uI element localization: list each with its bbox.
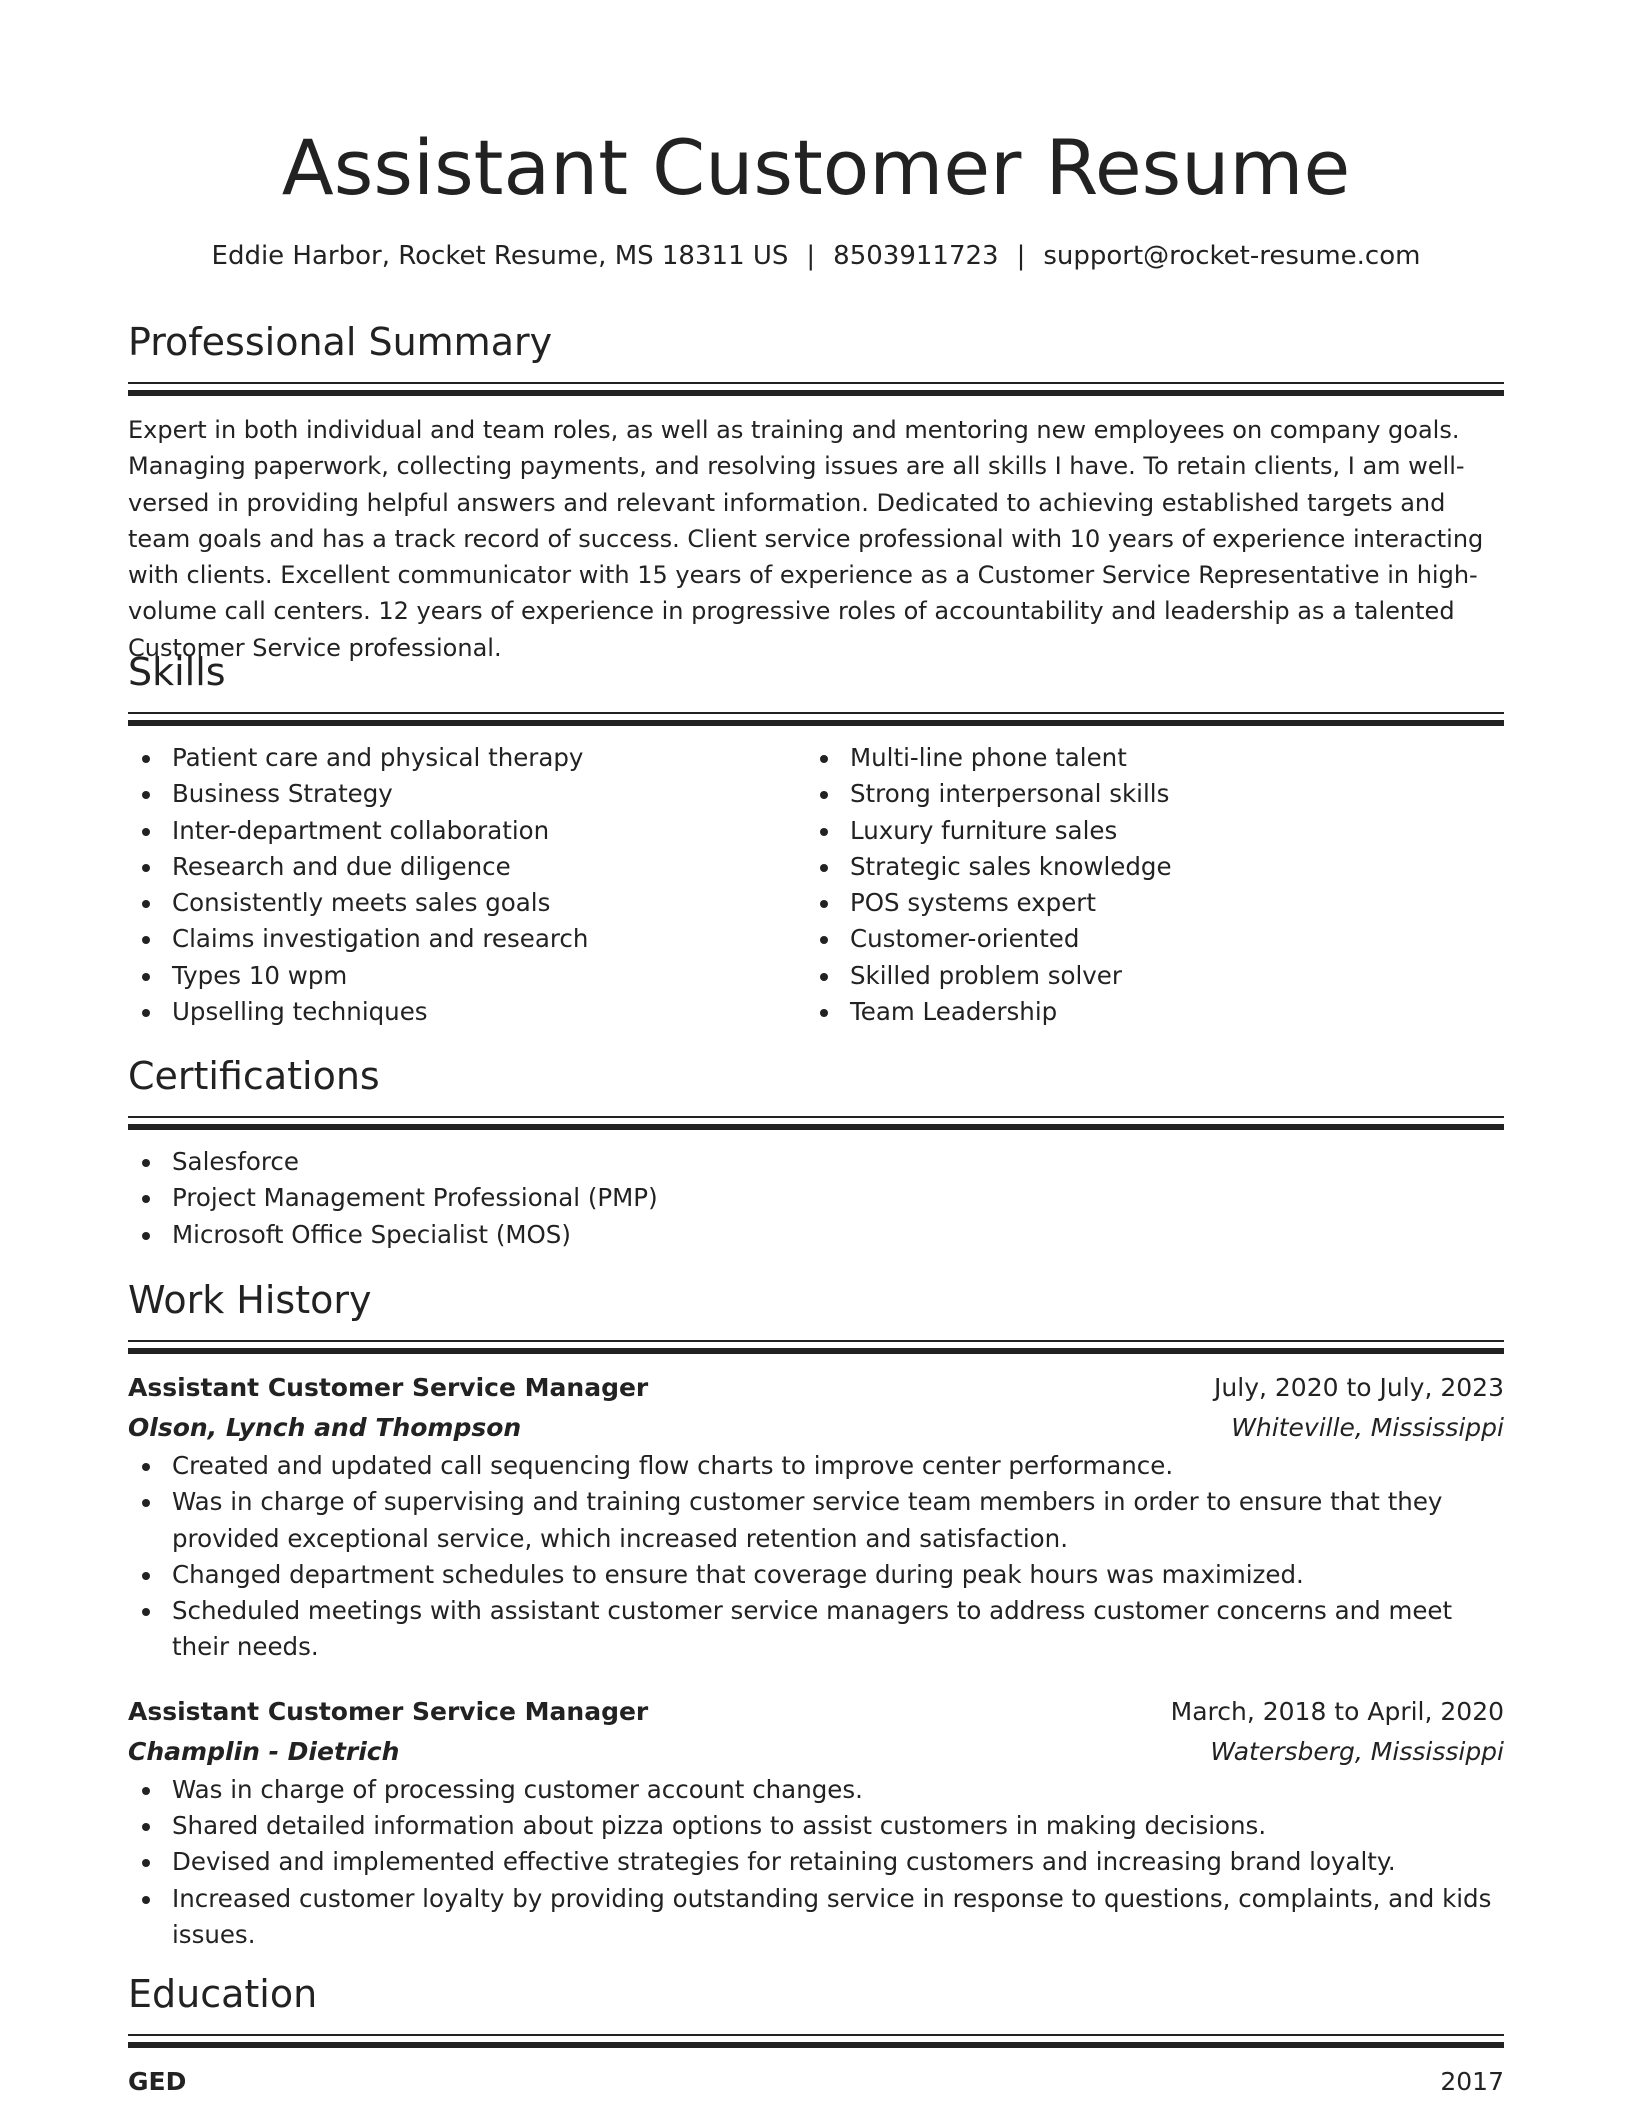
skill-item: Multi-line phone talent [806, 740, 1484, 776]
section-rule-thick [128, 2042, 1504, 2048]
section-rule-thin [128, 712, 1504, 714]
job-dates: July, 2020 to July, 2023 [1214, 1373, 1504, 1402]
education-degree: GED [128, 2067, 187, 2096]
job-header [128, 1368, 1504, 1408]
skill-item: Strong interpersonal skills [806, 776, 1484, 812]
section-work-history [128, 1276, 1504, 1953]
skill-item: Customer-oriented [806, 921, 1484, 957]
certification-item: Microsoft Office Specialist (MOS) [128, 1217, 1504, 1253]
job-dates: March, 2018 to April, 2020 [1170, 1696, 1504, 1726]
job-header [128, 1692, 1504, 1732]
job-bullet: Devised and implemented effective strategies for retaining customers and increasing brand loyalty. [128, 1844, 1504, 1880]
section-summary [128, 318, 1504, 666]
section-heading: Skills [128, 650, 226, 694]
certifications-list [128, 1144, 1504, 1253]
resume-title: Assistant Customer Resume [281, 123, 1351, 212]
skill-item: Consistently meets sales goals [128, 885, 806, 921]
section-heading: Professional Summary [128, 320, 553, 364]
job-company: Champlin - Dietrich [128, 1736, 400, 1766]
skill-item: Strategic sales knowledge [806, 849, 1484, 885]
education-entry [128, 2062, 1504, 2102]
skill-item: Business Strategy [128, 776, 806, 812]
education-year: 2017 [1440, 2067, 1504, 2096]
section-certifications [128, 1052, 1504, 1253]
section-skills [128, 648, 1504, 1030]
skill-item: Upselling techniques [128, 994, 806, 1030]
contact-line [128, 238, 1504, 274]
job-company: Olson, Lynch and Thompson [128, 1413, 522, 1442]
skill-item: Patient care and physical therapy [128, 740, 806, 776]
section-heading: Certifications [128, 1054, 380, 1098]
skill-item: Claims investigation and research [128, 921, 806, 957]
skills-list-right [806, 740, 1484, 1030]
job-location: Whiteville, Mississippi [1231, 1413, 1504, 1442]
skill-item: Inter-department collaboration [128, 813, 806, 849]
skill-item: Team Leadership [806, 994, 1484, 1030]
skill-item: Luxury furniture sales [806, 813, 1484, 849]
section-rule-thin [128, 382, 1504, 384]
job-bullet: Changed department schedules to ensure that coverage during peak hours was maximized. [128, 1557, 1504, 1593]
section-rule-thin [128, 1116, 1504, 1118]
job-title: Assistant Customer Service Manager [128, 1696, 649, 1726]
job-bullets [128, 1772, 1504, 1953]
certification-item: Project Management Professional (PMP) [128, 1180, 1504, 1216]
skill-item: POS systems expert [806, 885, 1484, 921]
job-subheader [128, 1408, 1504, 1448]
job-location: Watersberg, Mississippi [1210, 1736, 1504, 1766]
job-subheader [128, 1732, 1504, 1772]
section-rule-thin [128, 1340, 1504, 1342]
section-heading: Work History [128, 1278, 372, 1322]
contact-address: Eddie Harbor, Rocket Resume, MS 18311 US [211, 241, 789, 271]
section-rule-thick [128, 1124, 1504, 1130]
skill-item: Types 10 wpm [128, 958, 806, 994]
contact-separator: | [1016, 241, 1026, 271]
section-rule-thick [128, 1348, 1504, 1354]
job-bullets [128, 1448, 1504, 1666]
job-bullet: Increased customer loyalty by providing outstanding service in response to questions, complaints, and kids issues. [128, 1881, 1504, 1954]
job-bullet: Scheduled meetings with assistant customer service managers to address customer concerns and meet their needs. [128, 1593, 1504, 1666]
job-entry [128, 1368, 1504, 1666]
section-education [128, 1970, 1504, 2102]
summary-text: Expert in both individual and team roles, as well as training and mentoring new employees on company goals. Managing paperwork, collecting payments, and resolving issues are all skills I have. To retain clients, I am well-versed in providing helpful answers and relevant information. Dedicated to achieving established targets and team goals and has a track record of success. Client service professional with 10 years of experience interacting with clients. Excellent communicator with 15 years of experience as a Customer Service Representative in high-volume call centers. 12 years of experience in progressive roles of accountability and leadership as a talented Customer Service professional. [128, 416, 1484, 662]
contact-phone: 8503911723 [833, 241, 999, 271]
skill-item: Research and due diligence [128, 849, 806, 885]
skills-list-left [128, 740, 806, 1030]
job-bullet: Shared detailed information about pizza options to assist customers in making decisions. [128, 1808, 1504, 1844]
skills-columns [128, 740, 1504, 1030]
job-title: Assistant Customer Service Manager [128, 1373, 649, 1402]
section-rule-thick [128, 720, 1504, 726]
section-heading: Education [128, 1972, 318, 2016]
section-rule-thin [128, 2034, 1504, 2036]
contact-separator: | [806, 241, 816, 271]
job-bullet: Created and updated call sequencing flow charts to improve center performance. [128, 1448, 1504, 1484]
job-bullet: Was in charge of supervising and training customer service team members in order to ensure that they provided exceptional service, which increased retention and satisfaction. [128, 1484, 1504, 1557]
contact-email: support@rocket-resume.com [1043, 241, 1421, 271]
job-bullet: Was in charge of processing customer account changes. [128, 1772, 1504, 1808]
certification-item: Salesforce [128, 1144, 1504, 1180]
skill-item: Skilled problem solver [806, 958, 1484, 994]
section-rule-thick [128, 390, 1504, 396]
job-entry [128, 1692, 1504, 1953]
